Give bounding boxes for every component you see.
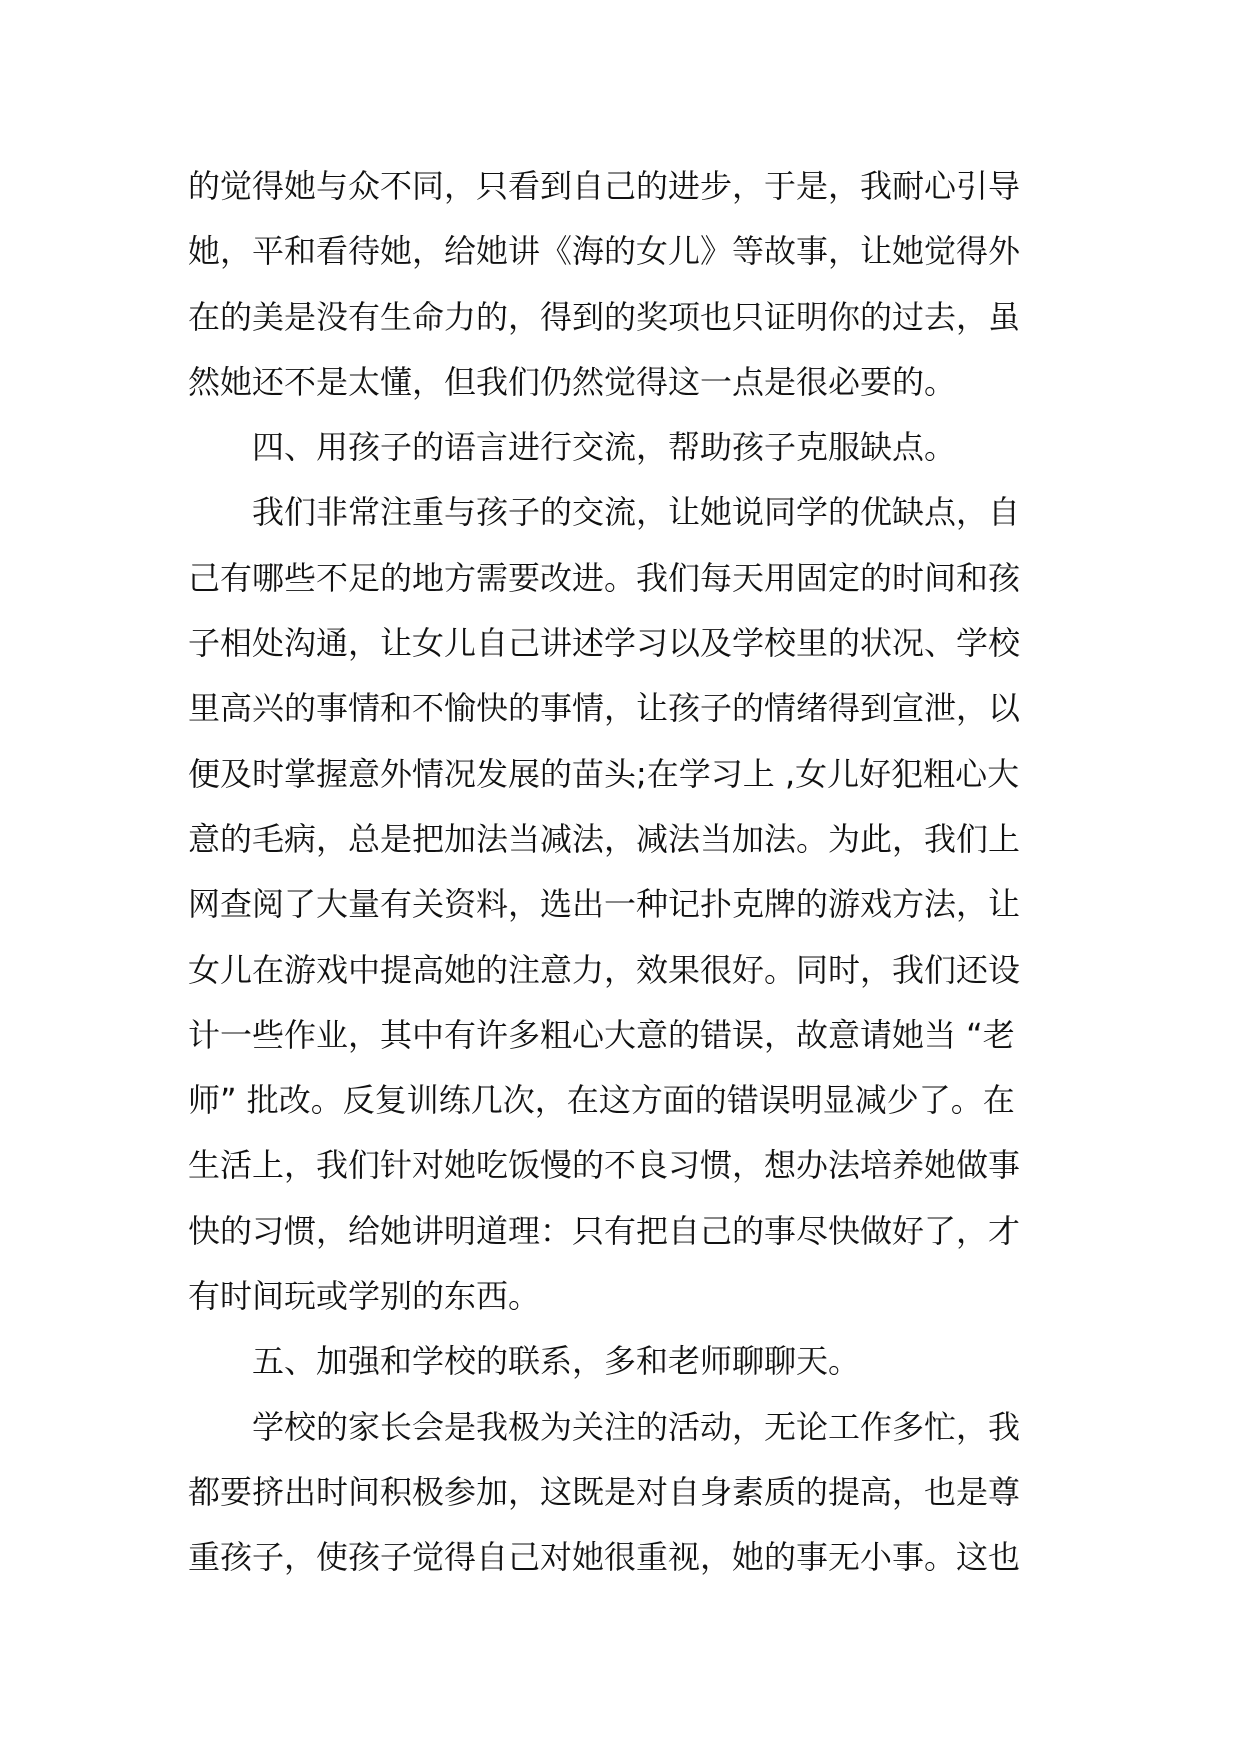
- text-line: 的觉得她与众不同，只看到自己的进步，于是，我耐心引导: [188, 167, 1021, 205]
- section-heading: 四、用孩子的语言进行交流，帮助孩子克服缺点。: [252, 428, 957, 467]
- text-line: 重孩子，使孩子觉得自己对她很重视，她的事无小事。这也: [188, 1538, 1021, 1577]
- paragraph-start: 我们非常注重与孩子的交流，让她说同学的优缺点，自: [252, 493, 1021, 532]
- text-line: 然她还不是太懂，但我们仍然觉得这一点是很必要的。: [188, 362, 957, 401]
- text-line: 里高兴的事情和不愉快的事情，让孩子的情绪得到宣泄，以: [188, 689, 1021, 728]
- text-line: 在的美是没有生命力的，得到的奖项也只证明你的过去，虽: [188, 297, 1021, 336]
- text-line: 快的习惯，给她讲明道理：只有把自己的事尽快做好了，才: [188, 1211, 1021, 1250]
- text-line: 网查阅了大量有关资料，选出一种记扑克牌的游戏方法，让: [188, 885, 1021, 924]
- text-line: 计一些作业，其中有许多粗心大意的错误，故意请她当 “老: [188, 1015, 1015, 1054]
- text-line: 有时间玩或学别的东西。: [188, 1277, 541, 1316]
- text-line: 子相处沟通，让女儿自己讲述学习以及学校里的状况、学校: [188, 624, 1021, 663]
- text-line: 生活上，我们针对她吃饭慢的不良习惯，想办法培养她做事: [188, 1146, 1021, 1185]
- text-line: 女儿在游戏中提高她的注意力，效果很好。同时，我们还设: [188, 950, 1021, 989]
- text-line: 都要挤出时间积极参加，这既是对自身素质的提高，也是尊: [188, 1472, 1021, 1511]
- document-body: [188, 154, 1056, 1591]
- section-heading: 五、加强和学校的联系，多和老师聊聊天。: [252, 1342, 861, 1381]
- paragraph-start: 学校的家长会是我极为关注的活动，无论工作多忙，我: [252, 1407, 1021, 1446]
- text-line: 己有哪些不足的地方需要改进。我们每天用固定的时间和孩: [188, 558, 1021, 597]
- text-line: 便及时掌握意外情况发展的苗头;在学习上 ,女儿好犯粗心大: [188, 754, 1020, 793]
- text-line: 师” 批改。反复训练几次，在这方面的错误明显减少了。在: [188, 1081, 1015, 1120]
- text-line: 意的毛病，总是把加法当减法，减法当加法。为此，我们上: [188, 819, 1021, 858]
- text-line: 她，平和看待她，给她讲《海的女儿》等故事，让她觉得外: [188, 232, 1021, 271]
